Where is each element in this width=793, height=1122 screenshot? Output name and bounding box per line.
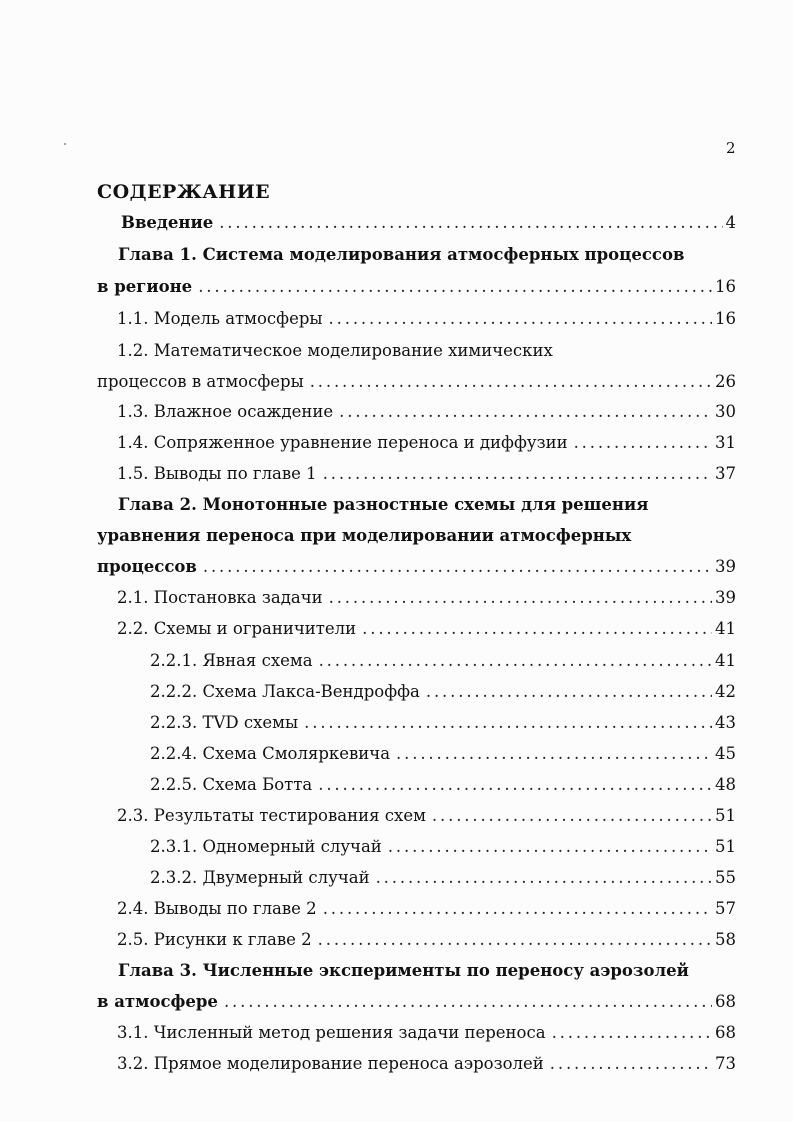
toc-entry-1-3 [117, 399, 736, 425]
toc-entry-page: 41 [715, 619, 736, 638]
dot-leader [432, 803, 712, 829]
toc-entry-page: 42 [715, 682, 736, 701]
toc-entry-title: Введение [121, 213, 214, 232]
toc-entry-2-3 [117, 803, 736, 829]
toc-entry-title: Глава 1. Система моделирования атмосферных процессов [118, 245, 685, 264]
toc-entry-title: 2.3. Результаты тестирования схем [117, 806, 426, 825]
toc-entry-title: 3.1. Численный метод решения задачи переноса [117, 1023, 546, 1042]
toc-entry-2-3-1 [150, 834, 736, 860]
toc-entry-chapter-1 [118, 242, 684, 268]
toc-entry-2-1 [117, 585, 736, 611]
toc-entry-page: 39 [715, 588, 736, 607]
dot-leader [550, 1051, 712, 1077]
toc-entry-title: 3.2. Прямое моделирование переноса аэрозолей [117, 1054, 544, 1073]
toc-entry-page: 16 [715, 277, 736, 296]
toc-entry-page: 41 [715, 651, 736, 670]
toc-entry-2-4 [117, 896, 736, 922]
dot-leader [318, 772, 712, 798]
dot-leader [339, 399, 712, 425]
toc-entry-1-1 [117, 306, 736, 332]
toc-entry-title: 1.4. Сопряженное уравнение переноса и диффузии [117, 433, 568, 452]
dot-leader [219, 210, 722, 236]
dot-leader [323, 461, 712, 487]
toc-entry-chapter-3 [118, 958, 689, 984]
toc-entry-page: 4 [725, 213, 736, 232]
toc-entry-title: 1.5. Выводы по главе 1 [117, 464, 317, 483]
toc-entry-1-2-cont [97, 369, 736, 395]
toc-entry-page: 55 [715, 868, 736, 887]
dot-leader [198, 274, 712, 300]
toc-entry-page: 30 [715, 402, 736, 421]
dot-leader [574, 430, 712, 456]
dot-leader [224, 989, 712, 1015]
dot-leader [329, 585, 712, 611]
dot-leader [376, 865, 712, 891]
page-number: 2 [726, 139, 736, 157]
toc-entry-page: 26 [715, 372, 736, 391]
dot-leader [310, 369, 712, 395]
dot-leader [323, 896, 712, 922]
toc-entry-2-3-2 [150, 865, 736, 891]
dot-leader [362, 616, 712, 642]
dot-leader [318, 927, 712, 953]
toc-entry-2-2-1 [150, 648, 736, 674]
dot-leader [426, 679, 712, 705]
toc-entry-page: 39 [715, 557, 736, 576]
toc-entry-title: 2.4. Выводы по главе 2 [117, 899, 317, 918]
toc-entry-page: 58 [715, 930, 736, 949]
toc-entry-chapter-2-cont [97, 523, 631, 549]
toc-entry-title: 2.3.2. Двумерный случай [150, 868, 370, 887]
toc-entry-title: 2.2.5. Схема Ботта [150, 775, 313, 794]
toc-entry-title: Глава 2. Монотонные разностные схемы для решения [118, 495, 649, 514]
toc-entry-title: 1.2. Математическое моделирование химических [117, 341, 553, 360]
toc-entry-2-2-3 [150, 710, 736, 736]
toc-entry-title: 2.2.1. Явная схема [150, 651, 313, 670]
toc-entry-page: 51 [715, 837, 736, 856]
toc-entry-1-2 [117, 338, 553, 364]
toc-entry-title: Глава 3. Численные эксперименты по переносу аэрозолей [118, 961, 689, 980]
toc-entry-page: 43 [715, 713, 736, 732]
toc-entry-title: 2.3.1. Одномерный случай [150, 837, 382, 856]
toc-entry-page: 68 [715, 1023, 736, 1042]
toc-entry-chapter-2-cont2 [97, 554, 736, 580]
toc-entry-title: процессов [97, 557, 197, 576]
dot-leader [329, 306, 712, 332]
toc-entry-3-2 [117, 1051, 736, 1077]
toc-entry-page: 73 [715, 1054, 736, 1073]
dot-leader [552, 1020, 712, 1046]
toc-entry-title: 2.5. Рисунки к главе 2 [117, 930, 312, 949]
toc-entry-intro [121, 210, 736, 236]
dot-leader [304, 710, 712, 736]
toc-entry-1-4 [117, 430, 736, 456]
toc-entry-title: 2.2.4. Схема Смоляркевича [150, 744, 391, 763]
toc-entry-2-2-5 [150, 772, 736, 798]
dot-leader [319, 648, 712, 674]
scan-speck [64, 143, 66, 145]
toc-entry-2-2 [117, 616, 736, 642]
dot-leader [396, 741, 712, 767]
toc-entry-title: уравнения переноса при моделировании атмосферных [97, 526, 632, 545]
toc-entry-title: в регионе [97, 277, 193, 296]
toc-entry-chapter-3-cont [97, 989, 736, 1015]
toc-entry-title: в атмосфере [97, 992, 218, 1011]
toc-entry-page: 31 [715, 433, 736, 452]
toc-entry-1-5 [117, 461, 736, 487]
toc-entry-chapter-1-cont [97, 274, 736, 300]
toc-entry-page: 45 [715, 744, 736, 763]
toc-entry-title: 2.2.3. TVD схемы [150, 713, 299, 732]
toc-entry-page: 37 [715, 464, 736, 483]
toc-entry-chapter-2 [118, 492, 648, 518]
toc-entry-page: 16 [715, 309, 736, 328]
toc-entry-title: 2.2. Схемы и ограничители [117, 619, 357, 638]
toc-entry-title: 2.1. Постановка задачи [117, 588, 323, 607]
toc-entry-page: 68 [715, 992, 736, 1011]
toc-entry-2-5 [117, 927, 736, 953]
toc-entry-title: 1.1. Модель атмосферы [117, 309, 323, 328]
toc-entry-2-2-4 [150, 741, 736, 767]
toc-entry-3-1 [117, 1020, 736, 1046]
toc-heading: СОДЕРЖАНИЕ [97, 181, 271, 203]
toc-entry-2-2-2 [150, 679, 736, 705]
toc-entry-page: 51 [715, 806, 736, 825]
dot-leader [388, 834, 712, 860]
toc-entry-page: 48 [715, 775, 736, 794]
dot-leader [203, 554, 712, 580]
toc-entry-title: процессов в атмосферы [97, 372, 304, 391]
toc-entry-page: 57 [715, 899, 736, 918]
toc-entry-title: 1.3. Влажное осаждение [117, 402, 334, 421]
toc-entry-title: 2.2.2. Схема Лакса-Вендроффа [150, 682, 420, 701]
